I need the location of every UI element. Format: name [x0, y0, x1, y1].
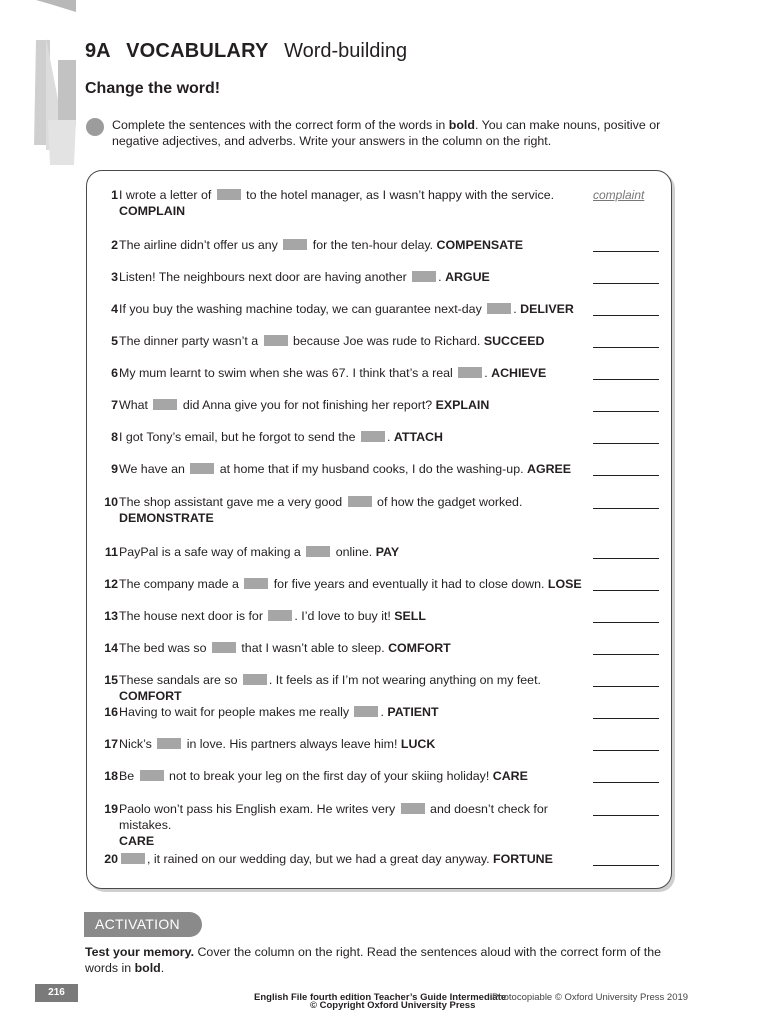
item-number: 20: [104, 852, 118, 866]
gap-blank: [121, 853, 145, 864]
prompt-word: ARGUE: [445, 270, 490, 284]
exercise-item: [97, 269, 587, 285]
answer-line[interactable]: [593, 640, 659, 655]
prompt-word: LUCK: [400, 737, 436, 751]
item-sentence: The dinner party wasn’t a because Joe was rude to Richard. SUCCEED: [119, 334, 545, 348]
item-sentence: Listen! The neighbours next door are having another . ARGUE: [119, 270, 490, 284]
item-sentence: Nick’s in love. His partners always leave him! LUCK: [119, 737, 436, 751]
item-sentence: PayPal is a safe way of making a online. PAY: [119, 545, 400, 559]
item-sentence: The house next door is for . I’d love to buy it! SELL: [119, 609, 426, 623]
gap-blank: [354, 706, 378, 717]
page-title: [85, 40, 407, 63]
exercise-item: [97, 672, 587, 704]
gap-blank: [487, 303, 511, 314]
answer-line[interactable]: [593, 301, 659, 316]
item-number: 10: [104, 495, 118, 509]
item-sentence: My mum learnt to swim when she was 67. I think that’s a real . ACHIEVE: [119, 366, 547, 380]
gap-blank: [264, 335, 288, 346]
exercise-item: [97, 544, 587, 560]
prompt-word: LOSE: [547, 577, 582, 591]
prompt-word: COMFORT: [388, 641, 451, 655]
answer-line[interactable]: [593, 365, 659, 380]
gap-blank: [157, 738, 181, 749]
item-sentence: Be not to break your leg on the first day of your skiing holiday! CARE: [119, 769, 528, 783]
item-number: 17: [104, 737, 118, 751]
page-number: 216: [35, 984, 78, 1002]
exercise-item: [97, 704, 587, 720]
prompt-word: PATIENT: [387, 705, 439, 719]
gap-blank: [401, 803, 425, 814]
answer-line[interactable]: [593, 851, 659, 866]
prompt-word: AGREE: [527, 462, 572, 476]
item-sentence: These sandals are so . It feels as if I’m not wearing anything on my feet. COMFORT: [119, 673, 541, 703]
prompt-word: FORTUNE: [493, 852, 553, 866]
item-number: 1: [111, 188, 118, 202]
exercise-item: [97, 333, 587, 349]
footer-photocopiable: Photocopiable © Oxford University Press 2019: [492, 992, 689, 1003]
exercise-item: [97, 851, 587, 867]
item-sentence: The airline didn’t offer us any for the ten-hour delay. COMPENSATE: [119, 238, 524, 252]
prompt-word: DELIVER: [520, 302, 574, 316]
item-number: 18: [104, 769, 118, 783]
gap-blank: [306, 546, 330, 557]
item-number: 13: [104, 609, 118, 623]
item-sentence: I wrote a letter of to the hotel manager, as I wasn’t happy with the service. COMPLAIN: [119, 188, 555, 218]
gap-blank: [140, 770, 164, 781]
answer-line[interactable]: [593, 544, 659, 559]
prompt-word: CARE: [492, 769, 528, 783]
item-number: 7: [111, 398, 118, 412]
answer-line[interactable]: [593, 269, 659, 284]
lesson-code: 9A: [85, 40, 111, 62]
prompt-word: PAY: [375, 545, 400, 559]
answer-line[interactable]: [593, 461, 659, 476]
gap-blank: [244, 578, 268, 589]
item-number: 6: [111, 366, 118, 380]
item-number: 3: [111, 270, 118, 284]
item-sentence: Having to wait for people makes me really . PATIENT: [119, 705, 439, 719]
exercise-item: [97, 801, 587, 849]
exercise-item: [97, 365, 587, 381]
item-sentence: , it rained on our wedding day, but we had a great day anyway. FORTUNE: [119, 851, 584, 867]
item-number: 15: [104, 673, 118, 687]
exercise-item: [97, 608, 587, 624]
gap-blank: [190, 463, 214, 474]
exercise-item: [97, 576, 587, 592]
answer-line[interactable]: [593, 397, 659, 412]
item-sentence: I got Tony’s email, but he forgot to send the . ATTACH: [119, 430, 443, 444]
prompt-word: ATTACH: [393, 430, 443, 444]
item-sentence: Paolo won’t pass his English exam. He writes very and doesn’t check for mistakes. CARE: [119, 802, 548, 848]
item-sentence: If you buy the washing machine today, we can guarantee next-day . DELIVER: [119, 302, 574, 316]
gap-blank: [212, 642, 236, 653]
item-number: 2: [111, 238, 118, 252]
gap-blank: [283, 239, 307, 250]
exercise-item: [97, 429, 587, 445]
answer-line[interactable]: [593, 237, 659, 252]
answer-line[interactable]: [593, 736, 659, 751]
footer-book-title: English File fourth edition Teacher’s Guide Intermediate: [254, 992, 507, 1003]
answer-line[interactable]: [593, 672, 659, 687]
gap-blank: [412, 271, 436, 282]
prompt-word: EXPLAIN: [435, 398, 490, 412]
answer-line[interactable]: [593, 576, 659, 591]
answer-line[interactable]: [593, 608, 659, 623]
answer-line[interactable]: [593, 704, 659, 719]
exercise-item: [97, 640, 587, 656]
item-number: 12: [104, 577, 118, 591]
item-sentence: The company made a for five years and eventually it had to close down. LOSE: [119, 577, 582, 591]
activation-label: ACTIVATION: [84, 912, 202, 937]
section-subtitle: Word-building: [284, 40, 408, 62]
item-number: 5: [111, 334, 118, 348]
prompt-word: COMFORT: [119, 689, 182, 703]
exercise-item: [97, 736, 587, 752]
item-sentence: The bed was so that I wasn’t able to sleep. COMFORT: [119, 641, 451, 655]
item-number: 16: [104, 705, 118, 719]
item-sentence: The shop assistant gave me a very good of how the gadget worked. DEMONSTRATE: [119, 495, 523, 525]
prompt-word: ACHIEVE: [491, 366, 547, 380]
gap-blank: [361, 431, 385, 442]
answer-line[interactable]: [593, 801, 659, 816]
item-number: 8: [111, 430, 118, 444]
prompt-word: SELL: [394, 609, 426, 623]
activation-text: Test your memory. Cover the column on the right. Read the sentences aloud with the correct form of the words in bold.: [85, 945, 661, 975]
example-answer: complaint: [593, 188, 645, 202]
gap-blank: [153, 399, 177, 410]
exercise-item: [97, 397, 587, 413]
item-number: 9: [111, 462, 118, 476]
prompt-word: SUCCEED: [483, 334, 545, 348]
item-number: 11: [104, 545, 118, 559]
gap-blank: [217, 189, 241, 200]
prompt-word: COMPENSATE: [436, 238, 524, 252]
item-number: 4: [111, 302, 118, 316]
item-sentence: What did Anna give you for not finishing her report? EXPLAIN: [119, 398, 490, 412]
decorative-corner-shapes: [0, 0, 80, 170]
answer-line[interactable]: [593, 333, 659, 348]
gap-blank: [268, 610, 292, 621]
exercise-item: [97, 461, 587, 477]
gap-blank: [458, 367, 482, 378]
item-number: 19: [104, 802, 118, 816]
exercise-item: [97, 301, 587, 317]
answer-line[interactable]: [593, 494, 659, 509]
exercise-item: [97, 494, 587, 526]
prompt-word: CARE: [119, 834, 155, 848]
exercise-item: [97, 237, 587, 253]
exercise-item: [97, 768, 587, 784]
instructions: Complete the sentences with the correct form of the words in bold. You can make nouns, positive or negative adjectives, and adverbs. Write your answers in the column on the right.: [112, 118, 661, 148]
item-sentence: We have an at home that if my husband cooks, I do the washing-up. AGREE: [119, 462, 572, 476]
exercise-item: [97, 187, 587, 219]
section-heading: VOCABULARY: [126, 40, 269, 62]
footer-copyright: © Copyright Oxford University Press: [310, 1000, 476, 1011]
prompt-word: COMPLAIN: [119, 204, 186, 218]
bullet-circle-icon: [86, 118, 104, 136]
gap-blank: [348, 496, 372, 507]
activity-heading: Change the word!: [85, 80, 221, 97]
item-number: 14: [104, 641, 118, 655]
answer-line[interactable]: [593, 768, 659, 783]
prompt-word: DEMONSTRATE: [119, 511, 214, 525]
answer-line[interactable]: [593, 429, 659, 444]
gap-blank: [243, 674, 267, 685]
